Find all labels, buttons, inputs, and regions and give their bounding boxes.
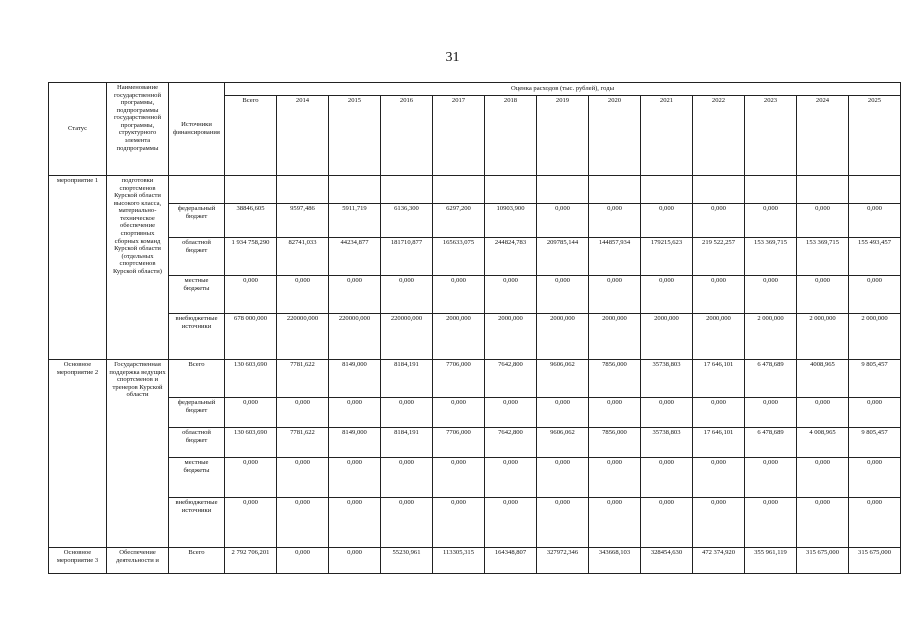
value-cell: 220000,000 (381, 314, 433, 360)
value-cell: 7856,000 (589, 360, 641, 398)
empty-cell (225, 176, 277, 204)
table-row (49, 238, 901, 276)
value-cell: 0,000 (849, 276, 901, 314)
value-cell: 0,000 (693, 398, 745, 428)
value-cell: 0,000 (745, 458, 797, 498)
value-cell: 130 603,690 (225, 360, 277, 398)
header-year: 2017 (433, 96, 485, 176)
value-cell: 315 675,000 (849, 548, 901, 574)
value-cell: 0,000 (329, 276, 381, 314)
empty-cell (589, 176, 641, 204)
value-cell: 4008,965 (797, 360, 849, 398)
source-cell: местные бюджеты (169, 276, 225, 314)
value-cell: 0,000 (537, 398, 589, 428)
source-cell: Всего (169, 360, 225, 398)
value-cell: 244824,783 (485, 238, 537, 276)
status-cell: Основное мероприятие 2 (49, 360, 107, 548)
value-cell: 0,000 (797, 204, 849, 238)
value-cell: 0,000 (797, 498, 849, 548)
table-row (49, 276, 901, 314)
value-cell: 7781,622 (277, 428, 329, 458)
value-cell: 6 478,689 (745, 360, 797, 398)
source-cell: федеральный бюджет (169, 398, 225, 428)
value-cell: 0,000 (433, 458, 485, 498)
header-year: 2025 (849, 96, 901, 176)
value-cell: 7781,622 (277, 360, 329, 398)
value-cell: 327972,346 (537, 548, 589, 574)
empty-cell (745, 176, 797, 204)
value-cell: 5911,719 (329, 204, 381, 238)
value-cell: 0,000 (537, 276, 589, 314)
value-cell: 0,000 (225, 458, 277, 498)
value-cell: 35738,803 (641, 428, 693, 458)
value-cell: 55230,961 (381, 548, 433, 574)
value-cell: 0,000 (589, 204, 641, 238)
value-cell: 2000,000 (589, 314, 641, 360)
value-cell: 0,000 (485, 458, 537, 498)
header-year: 2019 (537, 96, 589, 176)
value-cell: 0,000 (225, 498, 277, 548)
value-cell: 8149,000 (329, 428, 381, 458)
source-cell: местные бюджеты (169, 458, 225, 498)
table-row (49, 498, 901, 548)
value-cell: 0,000 (225, 276, 277, 314)
value-cell: 4 008,965 (797, 428, 849, 458)
header-name: Наименование государственной программы, подпрограммы государственной программы, структурного элемента подпрограммы (107, 83, 169, 176)
empty-cell (849, 176, 901, 204)
value-cell: 315 675,000 (797, 548, 849, 574)
header-source: Источники финансирования (169, 83, 225, 176)
value-cell: 0,000 (745, 204, 797, 238)
value-cell: 0,000 (589, 458, 641, 498)
empty-cell (485, 176, 537, 204)
value-cell: 8184,191 (381, 428, 433, 458)
value-cell: 9597,486 (277, 204, 329, 238)
header-year: 2014 (277, 96, 329, 176)
header-status: Статус (49, 83, 107, 176)
value-cell: 678 000,000 (225, 314, 277, 360)
value-cell: 17 646,101 (693, 428, 745, 458)
value-cell: 343668,103 (589, 548, 641, 574)
value-cell: 0,000 (641, 398, 693, 428)
header-year: 2015 (329, 96, 381, 176)
value-cell: 0,000 (745, 398, 797, 428)
value-cell: 0,000 (225, 398, 277, 428)
value-cell: 2000,000 (641, 314, 693, 360)
value-cell: 0,000 (641, 276, 693, 314)
value-cell: 0,000 (797, 276, 849, 314)
value-cell: 2000,000 (433, 314, 485, 360)
value-cell: 7706,000 (433, 428, 485, 458)
value-cell: 2 792 706,201 (225, 548, 277, 574)
value-cell: 8184,191 (381, 360, 433, 398)
name-cell: Государственная поддержка ведущих спортсменов и тренеров Курской области (107, 360, 169, 548)
value-cell: 181710,877 (381, 238, 433, 276)
value-cell: 9606,062 (537, 428, 589, 458)
value-cell: 165633,075 (433, 238, 485, 276)
value-cell: 0,000 (849, 204, 901, 238)
value-cell: 0,000 (329, 398, 381, 428)
value-cell: 38846,605 (225, 204, 277, 238)
value-cell: 10903,900 (485, 204, 537, 238)
value-cell: 153 369,715 (797, 238, 849, 276)
value-cell: 0,000 (277, 498, 329, 548)
value-cell: 0,000 (641, 498, 693, 548)
value-cell: 0,000 (329, 498, 381, 548)
header-year: Всего (225, 96, 277, 176)
value-cell: 328454,630 (641, 548, 693, 574)
value-cell: 0,000 (693, 498, 745, 548)
value-cell: 219 522,257 (693, 238, 745, 276)
value-cell: 209785,144 (537, 238, 589, 276)
value-cell: 472 374,920 (693, 548, 745, 574)
header-year: 2020 (589, 96, 641, 176)
value-cell: 0,000 (381, 498, 433, 548)
value-cell: 7706,000 (433, 360, 485, 398)
value-cell: 0,000 (485, 498, 537, 548)
source-cell: областной бюджет (169, 238, 225, 276)
value-cell: 6297,200 (433, 204, 485, 238)
value-cell: 6 478,689 (745, 428, 797, 458)
value-cell: 179215,623 (641, 238, 693, 276)
value-cell: 0,000 (641, 204, 693, 238)
empty-cell (277, 176, 329, 204)
source-cell: областной бюджет (169, 428, 225, 458)
value-cell: 8149,000 (329, 360, 381, 398)
value-cell: 0,000 (381, 398, 433, 428)
name-cell: Обеспечение деятельности и (107, 548, 169, 574)
value-cell: 17 646,101 (693, 360, 745, 398)
value-cell: 82741,033 (277, 238, 329, 276)
header-year: 2024 (797, 96, 849, 176)
value-cell: 144857,934 (589, 238, 641, 276)
value-cell: 220000,000 (329, 314, 381, 360)
value-cell: 355 961,119 (745, 548, 797, 574)
empty-cell (169, 176, 225, 204)
value-cell: 0,000 (537, 498, 589, 548)
empty-cell (381, 176, 433, 204)
value-cell: 0,000 (797, 458, 849, 498)
empty-cell (693, 176, 745, 204)
value-cell: 0,000 (277, 458, 329, 498)
value-cell: 0,000 (433, 398, 485, 428)
value-cell: 2000,000 (693, 314, 745, 360)
value-cell: 0,000 (849, 458, 901, 498)
table-row (49, 176, 901, 204)
value-cell: 9 805,457 (849, 428, 901, 458)
value-cell: 7642,800 (485, 428, 537, 458)
header-cost: Оценка расходов (тыс. рублей), годы (225, 83, 901, 96)
value-cell: 7856,000 (589, 428, 641, 458)
value-cell: 0,000 (849, 398, 901, 428)
value-cell: 0,000 (381, 458, 433, 498)
header-year: 2023 (745, 96, 797, 176)
value-cell: 155 493,457 (849, 238, 901, 276)
value-cell: 2 000,000 (849, 314, 901, 360)
value-cell: 220000,000 (277, 314, 329, 360)
value-cell: 0,000 (589, 276, 641, 314)
value-cell: 0,000 (537, 204, 589, 238)
value-cell: 0,000 (693, 458, 745, 498)
table-row (49, 204, 901, 238)
value-cell: 0,000 (589, 498, 641, 548)
value-cell: 0,000 (381, 276, 433, 314)
table-row (49, 398, 901, 428)
source-cell: внебюджетные источники (169, 314, 225, 360)
table-row (49, 458, 901, 498)
value-cell: 0,000 (797, 398, 849, 428)
value-cell: 7642,800 (485, 360, 537, 398)
value-cell: 0,000 (433, 276, 485, 314)
value-cell: 0,000 (277, 276, 329, 314)
value-cell: 9606,062 (537, 360, 589, 398)
table-row (49, 314, 901, 360)
empty-cell (537, 176, 589, 204)
value-cell: 35738,803 (641, 360, 693, 398)
value-cell: 0,000 (277, 548, 329, 574)
source-cell: Всего (169, 548, 225, 574)
value-cell: 0,000 (693, 276, 745, 314)
table-body (49, 176, 901, 574)
value-cell: 0,000 (485, 398, 537, 428)
value-cell: 153 369,715 (745, 238, 797, 276)
value-cell: 0,000 (745, 498, 797, 548)
source-cell: внебюджетные источники (169, 498, 225, 548)
value-cell: 2000,000 (537, 314, 589, 360)
empty-cell (641, 176, 693, 204)
value-cell: 2 000,000 (797, 314, 849, 360)
status-cell: Основное мероприятие 3 (49, 548, 107, 574)
header-year: 2021 (641, 96, 693, 176)
value-cell: 2000,000 (485, 314, 537, 360)
value-cell: 0,000 (693, 204, 745, 238)
table-row (49, 428, 901, 458)
value-cell: 0,000 (849, 498, 901, 548)
value-cell: 0,000 (329, 458, 381, 498)
value-cell: 1 934 758,290 (225, 238, 277, 276)
empty-cell (797, 176, 849, 204)
value-cell: 130 603,690 (225, 428, 277, 458)
table-row (49, 548, 901, 574)
source-cell: федеральный бюджет (169, 204, 225, 238)
value-cell: 0,000 (485, 276, 537, 314)
value-cell: 2 000,000 (745, 314, 797, 360)
empty-cell (433, 176, 485, 204)
name-cell: подготовки спортсменов Курской области высокого класса, материально-техническое обеспечение спортивных сборных команд Курской области (отдельных спортсменов Курской области) (107, 176, 169, 360)
value-cell: 0,000 (329, 548, 381, 574)
table-row (49, 360, 901, 398)
value-cell: 0,000 (589, 398, 641, 428)
status-cell: мероприятие 1 (49, 176, 107, 360)
value-cell: 0,000 (641, 458, 693, 498)
empty-cell (329, 176, 381, 204)
header-year: 2022 (693, 96, 745, 176)
value-cell: 6136,300 (381, 204, 433, 238)
value-cell: 44234,877 (329, 238, 381, 276)
page-number: 31 (445, 50, 460, 65)
value-cell: 164348,807 (485, 548, 537, 574)
value-cell: 0,000 (745, 276, 797, 314)
value-cell: 0,000 (433, 498, 485, 548)
header-year: 2016 (381, 96, 433, 176)
header-year: 2018 (485, 96, 537, 176)
value-cell: 9 805,457 (849, 360, 901, 398)
value-cell: 0,000 (277, 398, 329, 428)
value-cell: 0,000 (537, 458, 589, 498)
value-cell: 113305,315 (433, 548, 485, 574)
budget-table (48, 82, 901, 574)
